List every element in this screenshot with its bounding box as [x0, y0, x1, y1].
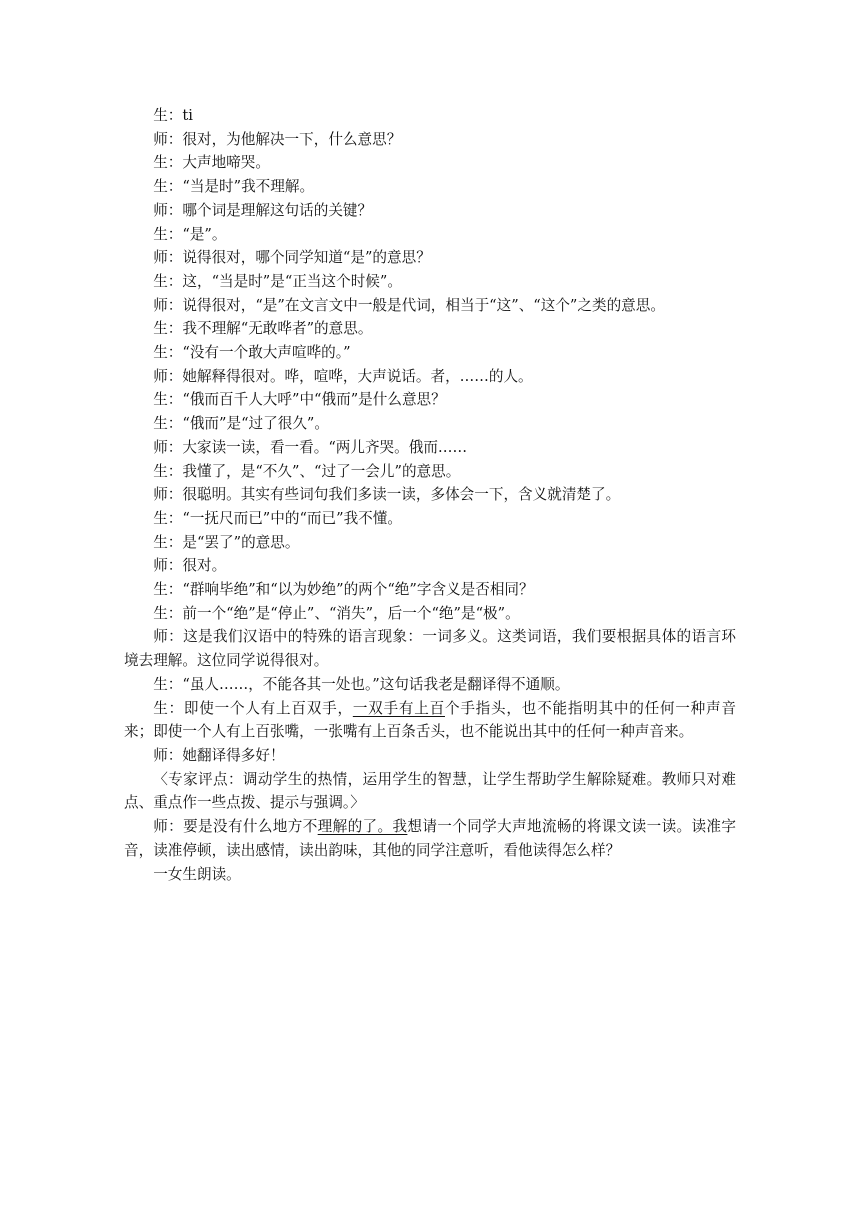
translation-text-end: 个手指头，也不能指明其中的任何一种声音来；即使一个人有上百张嘴，一张嘴有上百条舌头，也不能说出其中的任何一种声音来。	[124, 699, 736, 741]
dialogue-line-instruction	[124, 815, 736, 862]
dialogue-line: 生：“俄而”是“过了很久”。	[153, 415, 329, 433]
dialogue-line: 师：这是我们汉语中的特殊的语言现象：一词多义。这类词语，我们要根据具体的语言环境去理解。这位同学说得很对。	[124, 628, 736, 670]
dialogue-line: 生：这，“当是时”是“正当这个时候”。	[153, 272, 402, 290]
translation-text-start: 生：即使一个人有上百双手，	[153, 699, 353, 717]
dialogue-line: 生：“俄而百千人大呼”中“俄而”是什么意思？	[153, 391, 446, 409]
instruction-text-end: 想请一个同学大声地流畅的将课文读一读。读准字音，读准停顿，读出感情，读出韵味，其他的同学注意听，看他读得怎么样？	[124, 818, 736, 859]
dialogue-line: 师：说得很对，“是”在文言文中一般是代词，相当于“这”、“这个”之类的意思。	[153, 296, 665, 314]
dialogue-line: 师：很对。	[153, 557, 227, 575]
dialogue-line: 师：说得很对，哪个同学知道“是”的意思？	[153, 249, 431, 267]
dialogue-line: 生：“一抚尺而已”中的“而已”我不懂。	[153, 509, 402, 527]
underlined-phrase: 一双手有上百	[352, 699, 445, 717]
dialogue-line: 生：是“罢了”的意思。	[153, 533, 300, 551]
narration-line: 一女生朗读。	[153, 865, 241, 883]
dialogue-line: 生：“没有一个敢大声喧哗的。”	[153, 344, 351, 362]
expert-comment: 〈专家评点：调动学生的热情，运用学生的智慧，让学生帮助学生解除疑难。教师只对难点、重点作一些点拨、提示与强调。〉	[124, 770, 736, 812]
dialogue-line: 师：很对，为他解决一下，什么意思？	[153, 130, 402, 148]
dialogue-line: 师：哪个词是理解这句话的关键？	[153, 201, 373, 219]
dialogue-line: 师：大家读一读，看一看。“两儿齐哭。俄而……	[153, 438, 468, 456]
dialogue-line: 生：ti	[153, 107, 193, 124]
instruction-text-start: 师：要是没有什么地方不	[153, 818, 318, 836]
dialogue-line: 师：她翻译得多好！	[153, 746, 285, 764]
dialogue-line: 生：“当是时”我不理解。	[153, 178, 315, 196]
dialogue-line: 生：“群响毕绝”和“以为妙绝”的两个“绝”字含义是否相同？	[153, 581, 534, 599]
dialogue-line: 生：我不理解“无敢哗者”的意思。	[153, 320, 373, 338]
dialogue-line: 生：前一个“绝”是“停止”、“消失”，后一个“绝”是“极”。	[153, 604, 520, 622]
dialogue-line: 生：“是”。	[153, 225, 227, 243]
dialogue-line: 生：大声地啼哭。	[153, 154, 270, 172]
underlined-phrase: 理解的了。我	[317, 818, 408, 836]
dialogue-line-translation	[124, 697, 736, 744]
dialogue-line: 师：很聪明。其实有些词句我们多读一读，多体会一下，含义就清楚了。	[153, 486, 621, 504]
dialogue-line: 生：我懂了，是“不久”、“过了一会儿”的意思。	[153, 462, 461, 480]
document-body	[124, 104, 736, 886]
dialogue-line: 生：“虽人……，不能各其一处也。”这句话我老是翻译得不通顺。	[153, 675, 570, 693]
dialogue-line: 师：她解释得很对。哗，喧哗，大声说话。者，……的人。	[153, 367, 533, 385]
